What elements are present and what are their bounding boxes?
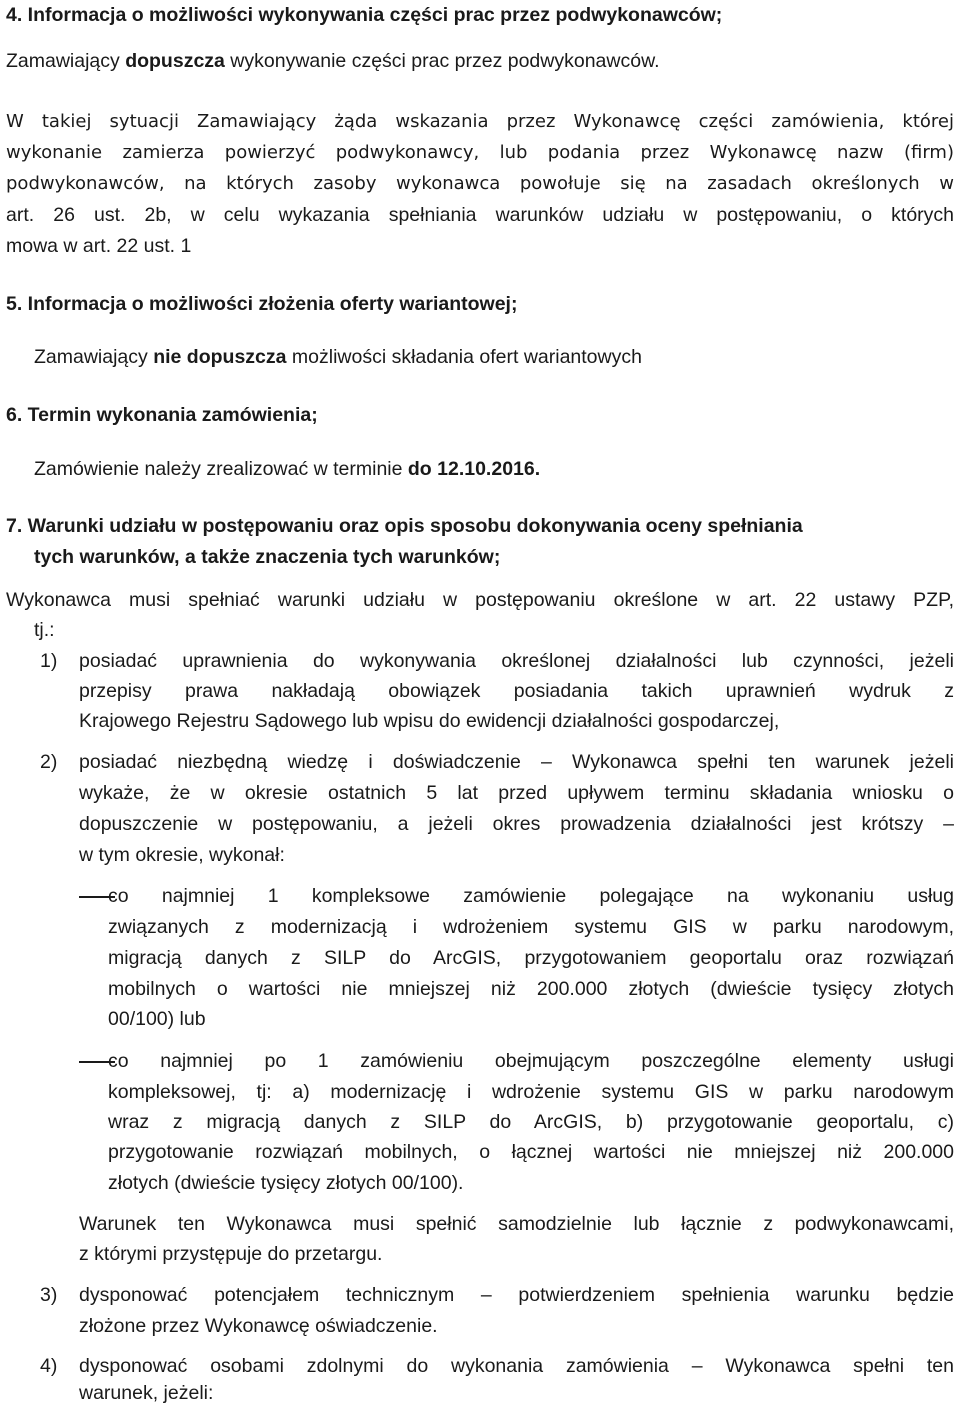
item-4-line: dysponować osobami zdolnymi do wykonania zamówienia – Wykonawca spełni ten: [79, 1355, 954, 1377]
item-2-number: 2): [40, 751, 58, 773]
section-4-paragraph-line: mowa w art. 22 ust. 1: [6, 235, 192, 257]
section-4-statement: Zamawiający dopuszcza wykonywanie części prac przez podwykonawców.: [6, 50, 660, 72]
dash-item-1-line: co najmniej 1 kompleksowe zamówienie polegające na wykonaniu usług: [108, 885, 954, 907]
dash-item-2-line: przygotowanie rozwiązań mobilnych, o łącznej wartości nie mniejszej niż 200.000: [108, 1141, 954, 1163]
dash-item-1-line: migracją danych z SILP do ArcGIS, przygotowaniem geoportalu oraz rozwiązań: [108, 947, 954, 969]
dash-item-1-line: mobilnych o wartości nie mniejszej niż 200.000 złotych (dwieście tysięcy złotych: [108, 978, 954, 1000]
item-2-line: dopuszczenie w postępowaniu, a jeżeli okres prowadzenia działalności jest krótszy –: [79, 813, 954, 835]
section-4-paragraph-line: podwykonawców, na których zasoby wykonawca powołuje się na zasadach określonych w: [6, 173, 954, 194]
dash-item-1-line: 00/100) lub: [108, 1008, 206, 1030]
section-7-intro-cont: tj.:: [34, 619, 55, 641]
section-6-statement: Zamówienie należy zrealizować w terminie do 12.10.2016.: [34, 458, 541, 480]
dash-item-2-line: co najmniej po 1 zamówieniu obejmującym poszczególne elementy usługi: [108, 1050, 954, 1072]
item-2-line: wykaże, że w okresie ostatnich 5 lat przed upływem terminu składania wniosku o: [79, 782, 954, 804]
section-5-heading: 5. Informacja o możliwości złożenia oferty wariantowej;: [6, 293, 518, 315]
item-2-line: w tym okresie, wykonał:: [79, 844, 285, 866]
dash-item-1-line: związanych z modernizacją i wdrożeniem systemu GIS w parku narodowym,: [108, 916, 954, 938]
dash-item-2-line: złotych (dwieście tysięcy złotych 00/100).: [108, 1172, 464, 1194]
dash-item-2-line: kompleksowej, tj: a) modernizację i wdrożenie systemu GIS w parku narodowym: [108, 1081, 954, 1103]
item-3-line: złożone przez Wykonawcę oświadczenie.: [79, 1315, 438, 1337]
item-1-line: Krajowego Rejestru Sądowego lub wpisu do ewidencji działalności gospodarczej,: [79, 710, 780, 732]
section-4-paragraph-line: wykonanie zamierza powierzyć podwykonawcy, lub podania przez Wykonawcę nazw (firm): [6, 142, 954, 163]
section-4-paragraph-line: W takiej sytuacji Zamawiający żąda wskazania przez Wykonawcę części zamówienia, której: [6, 111, 954, 132]
item-3-number: 3): [40, 1284, 58, 1306]
condition-note-line: Warunek ten Wykonawca musi spełnić samodzielnie lub łącznie z podwykonawcami,: [79, 1213, 954, 1235]
item-4-line: warunek, jeżeli:: [79, 1382, 214, 1404]
section-4-paragraph-line: art. 26 ust. 2b, w celu wykazania spełniania warunków udziału w postępowaniu, o których: [6, 204, 954, 226]
section-5-statement: Zamawiający nie dopuszcza możliwości składania ofert wariantowych: [34, 346, 642, 368]
condition-note-line: z którymi przystępuje do przetargu.: [79, 1243, 383, 1265]
item-3-line: dysponować potencjałem technicznym – potwierdzeniem spełnienia warunku będzie: [79, 1284, 954, 1306]
section-6-heading: 6. Termin wykonania zamówienia;: [6, 404, 318, 426]
item-4-number: 4): [40, 1355, 58, 1377]
item-1-number: 1): [40, 650, 58, 672]
section-7-heading-cont: tych warunków, a także znaczenia tych warunków;: [34, 546, 501, 568]
section-7-heading: 7. Warunki udziału w postępowaniu oraz opis sposobu dokonywania oceny spełniania: [6, 515, 803, 537]
item-2-line: posiadać niezbędną wiedzę i doświadczenie – Wykonawca spełni ten warunek jeżeli: [79, 751, 954, 773]
section-7-intro: Wykonawca musi spełniać warunki udziału w postępowaniu określone w art. 22 ustawy PZP,: [6, 589, 954, 611]
item-1-line: przepisy prawa nakładają obowiązek posiadania takich uprawnień wydruk z: [79, 680, 954, 702]
dash-item-2-line: wraz z migracją danych z SILP do ArcGIS, b) przygotowanie geoportalu, c): [108, 1111, 954, 1133]
section-4-heading: 4. Informacja o możliwości wykonywania części prac przez podwykonawców;: [6, 4, 723, 26]
item-1-line: posiadać uprawnienia do wykonywania określonej działalności lub czynności, jeżeli: [79, 650, 954, 672]
